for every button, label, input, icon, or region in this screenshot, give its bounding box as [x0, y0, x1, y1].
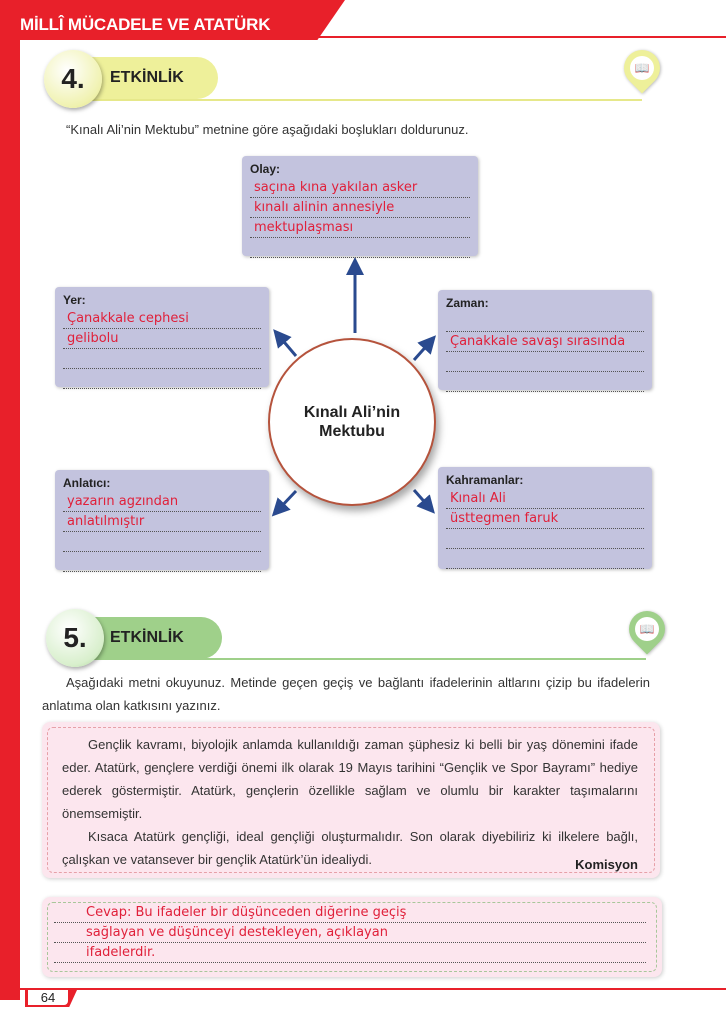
- box-anlatici: [55, 470, 269, 570]
- activity4-instruction: “Kınalı Ali’nin Mektubu” metnine göre aşağıdaki boşlukları doldurunuz.: [66, 122, 469, 137]
- arrow-down-right: [414, 490, 429, 507]
- passage-paragraph-1: Gençlik kavramı, biyolojik anlamda kullanıldığı zaman şüphesiz ki belli bir yaş dönemini ifade eder. Atatürk, gençlere verdiği önemi ilk olarak 19 Mayıs tarihini “Gençlik ve Spor Bayramı” hediye ederek göstermiştir. Atatürk, gençlerin özellikle sağlam ve olumlu bir karakter taşımalarını önemsemiştir.: [62, 737, 638, 821]
- answer-line[interactable]: Çanakkale cephesi: [63, 309, 261, 329]
- book-icon: 📖: [635, 617, 659, 641]
- arrow-up-right: [414, 342, 430, 360]
- chapter-title: MİLLÎ MÜCADELE VE ATATÜRK: [20, 15, 271, 34]
- center-circle: Kınalı Ali’nin Mektubu: [268, 338, 436, 506]
- answer-line[interactable]: [446, 312, 644, 332]
- answer-line[interactable]: [446, 372, 644, 392]
- box-label: Kahramanlar:: [446, 473, 524, 487]
- arrow-up-left: [279, 336, 296, 356]
- passage-source: Komisyon: [575, 857, 638, 872]
- book-icon: 📖: [630, 56, 654, 80]
- answer-line[interactable]: [63, 349, 261, 369]
- box-yer: [55, 287, 269, 387]
- answer-line[interactable]: sağlayan ve düşünceyi destekleyen, açıklayan: [54, 923, 646, 943]
- answer-line[interactable]: Kınalı Ali: [446, 489, 644, 509]
- answer-line[interactable]: gelibolu: [63, 329, 261, 349]
- arrow-down-left: [278, 491, 296, 510]
- box-kahramanlar: [438, 467, 652, 569]
- answer-line[interactable]: [250, 238, 470, 258]
- answer-line[interactable]: [446, 352, 644, 372]
- answer-line[interactable]: yazarın agzından: [63, 492, 261, 512]
- activity5-number: 5.: [46, 609, 104, 667]
- answer-line[interactable]: [446, 549, 644, 569]
- answer-line[interactable]: ifadelerdir.: [54, 943, 646, 963]
- activity4-number: 4.: [44, 50, 102, 108]
- activity5-instruction: Aşağıdaki metni okuyunuz. Metinde geçen geçiş ve bağlantı ifadelerinin altlarını çizip bu ifadelerin anlatıma olan katkısını yazınız.: [42, 675, 650, 713]
- activity4-label: ETKİNLİK: [110, 69, 184, 86]
- answer-line[interactable]: üsttegmen faruk: [446, 509, 644, 529]
- activity5-label: ETKİNLİK: [110, 629, 184, 646]
- box-label: Yer:: [63, 293, 86, 307]
- box-label: Anlatıcı:: [63, 476, 111, 490]
- answer-box: [42, 897, 662, 977]
- passage-paragraph-2: Kısaca Atatürk gençliği, ideal gençliği oluşturmalıdır. Son olarak diyebiliriz ki ilkelere bağlı, çalışkan ve vatansever bir gençlik Atatürk’ün idealiydi.: [62, 829, 638, 867]
- answer-line[interactable]: saçına kına yakılan asker: [250, 178, 470, 198]
- box-label: Zaman:: [446, 296, 489, 310]
- footer-line: [20, 988, 726, 990]
- answer-line[interactable]: kınalı alinin annesiyle: [250, 198, 470, 218]
- answer-line[interactable]: Çanakkale savaşı sırasında: [446, 332, 644, 352]
- answer-line[interactable]: [63, 532, 261, 552]
- box-zaman: [438, 290, 652, 390]
- page-number: 64: [28, 990, 68, 1005]
- answer-line[interactable]: Cevap: Bu ifadeler bir düşünceden diğerine geçiş: [54, 903, 646, 923]
- answer-line[interactable]: anlatılmıştır: [63, 512, 261, 532]
- answer-line[interactable]: [446, 529, 644, 549]
- reading-passage: [42, 722, 660, 878]
- answer-line[interactable]: [63, 369, 261, 389]
- box-label: Olay:: [250, 162, 281, 176]
- box-olay: [242, 156, 478, 256]
- answer-line[interactable]: [63, 552, 261, 572]
- answer-line[interactable]: mektuplaşması: [250, 218, 470, 238]
